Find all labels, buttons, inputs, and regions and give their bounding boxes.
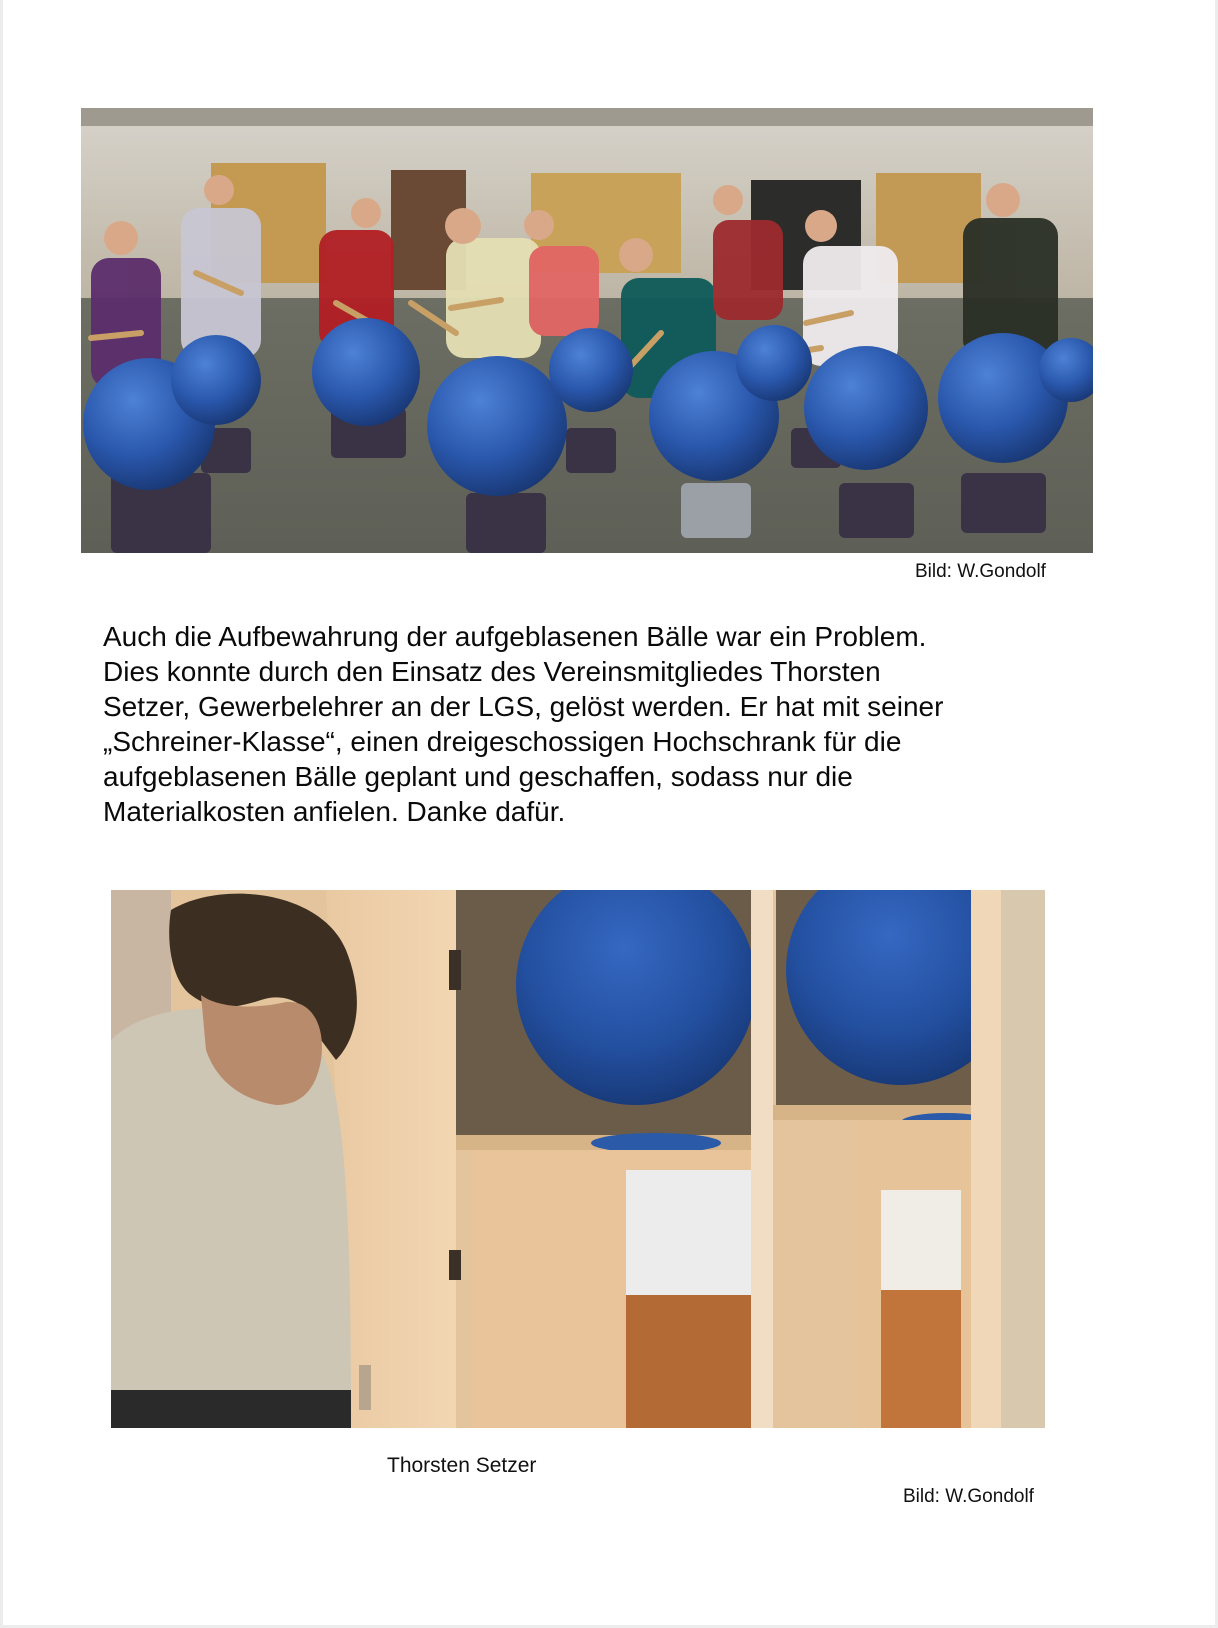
article-text: [103, 619, 1063, 829]
article-line: Dies konnte durch den Einsatz des Vereinsmitgliedes Thorsten: [103, 656, 881, 687]
photo-credit: Bild: W.Gondolf: [903, 1486, 1034, 1507]
cabinet-photo: [111, 890, 1045, 1428]
article-line: Materialkosten anfielen. Danke dafür.: [103, 796, 566, 827]
document-page: [3, 0, 1215, 1625]
article-line: aufgeblasenen Bälle geplant und geschaffen, sodass nur die: [103, 761, 853, 792]
photo-credit: Bild: W.Gondolf: [915, 561, 1046, 582]
group-photo: [81, 108, 1093, 553]
photo-caption: Thorsten Setzer: [387, 1454, 537, 1477]
article-line: Setzer, Gewerbelehrer an der LGS, gelöst werden. Er hat mit seiner: [103, 691, 944, 722]
article-line: „Schreiner-Klasse“, einen dreigeschossigen Hochschrank für die: [103, 726, 902, 757]
article-line: Auch die Aufbewahrung der aufgeblasenen Bälle war ein Problem.: [103, 621, 927, 652]
